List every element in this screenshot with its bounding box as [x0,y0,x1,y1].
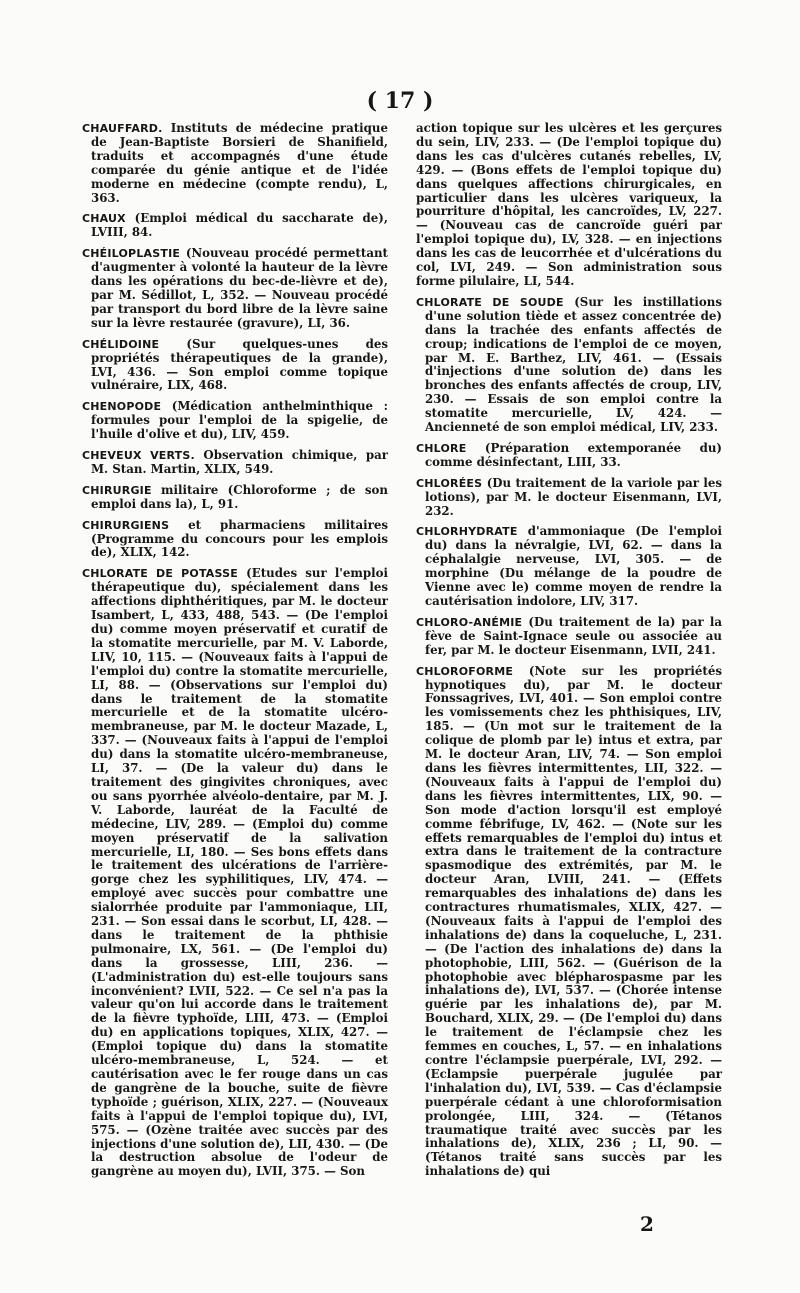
entry-text: militaire (Chloroforme ; de son emploi dans la), L, 91. [91,482,388,511]
entry-text: action topique sur les ulcères et les gerçures du sein, LIV, 233. — (De l'emploi topique du) dans les cas d'ulcères cutanés rebelles, LV, 429. — (Bons effets de l'emploi topique du) dans quelques affections chirurgicales, en particulier dans les ulcères variqueux, la pourriture d'hôpital, les cancroïdes, LV, 227. — (Nouveau cas de cancroïde guéri par l'emploi topique du), LV, 328. — en injections dans les cas de leucorrhée et d'ulcérations du col, LVI, 249. — Son administration sous forme pilulaire, LI, 544. [416,121,722,288]
entry-headword: CHLOROFORME [416,664,514,678]
entry-text: et pharmaciens militaires (Programme du concours pour les emplois de), XLIX, 142. [91,517,388,560]
entry-text: (Du traitement de la variole par les lotions), par M. le docteur Eisenmann, LVI, 232. [425,475,722,518]
index-entry [416,122,722,289]
index-entry [82,247,388,330]
entry-text: (Note sur les propriétés hypnotiques du), par M. le docteur Fonssagrives, LVI, 401. — Son emploi contre les vomissements chez les phthisiques, LIV, 185. — (Un mot sur le traitement de la colique de plomb par le) intus et extra, par M. le docteur Aran, LIV, 74. — Son emploi dans les fièvres intermittentes, LII, 322. — (Nouveaux faits à l'appui de l'emploi du) dans les fièvres intermittentes, LIX, 90. — Son mode d'action lorsqu'il est employé comme fébrifuge, LV, 462. — (Note sur les effets remarquables de l'emploi du) intus et extra dans le traitement de la contracture spasmodique des extrémités, par M. le docteur Aran, LVIII, 241. — (Effets remarquables des inhalations de) dans les contractures rhumatismales, XLIX, 427. — (Nouveaux faits à l'appui de l'emploi des inhalations de) dans la coqueluche, L, 231. — (De l'action des inhalations de) dans la photophobie, LIII, 562. — (Guérison de la photophobie avec blépharospasme par les inhalations de), LVI, 537. — (Chorée intense guérie par les inhalations de), par M. Bouchard, XLIX, 29. — (De l'emploi du) dans le traitement de l'éclampsie chez les femmes en couches, L, 57. — en inhalations contre l'éclampsie puerpérale, LVI, 292. — (Eclampsie puerpérale jugulée par l'inhalation du), LVI, 539. — Cas d'éclampsie puerpérale cédant à une chloroformisation prolongée, LIII, 324. — (Tétanos traumatique traité avec succès par les inhalations de), XLIX, 236 ; LI, 90. — (Tétanos traité sans succès par les inhalations de) qui [425,663,722,1179]
signature-mark: 2 [640,1212,654,1236]
index-entry [416,665,722,1180]
entry-text: (Etudes sur l'emploi thérapeutique du), spécialement dans les affections diphthéritiques, par M. le docteur Isambert, L, 433, 488, 543. — (De l'emploi du) comme moyen préservatif et curatif de la stomatite mercurielle, par M. V. Laborde, LIV, 10, 115. — (Nouveaux faits à l'appui de l'emploi du) contre la stomatite mercurielle, LI, 88. — (Observations sur l'emploi du) dans le traitement de la stomatite mercurielle et de la stomatite ulcéro-membraneuse, par M. le docteur Mazade, L, 337. — (Nouveaux faits à l'appui de l'emploi du) dans la stomatite ulcéro-membraneuse, LI, 37. — (De la valeur du) dans le traitement des gingivites chroniques, avec ou sans pyorrhée alvéolo-dentaire, par M. J. V. Laborde, lauréat de la Faculté de médecine, LIV, 289. — (Emploi du) comme moyen préservatif de la salivation mercurielle, LI, 180. — Ses bons effets dans le traitement des ulcérations de l'arrière-gorge chez les syphilitiques, LIV, 474. — employé avec succès pour combattre une sialorrhée produite par l'ammoniaque, LII, 231. — Son essai dans le scorbut, LI, 428. — dans le traitement de la phthisie pulmonaire, LX, 561. — (De l'emploi du) dans la grossesse, LIII, 236. — (L'administration du) est-elle toujours sans inconvénient? LVII, 522. — Ce sel n'a pas la valeur qu'on lui accorde dans le traitement de la fièvre typhoïde, LIII, 473. — (Emploi du) en applications topiques, XLIX, 427. — (Emploi topique du) dans la stomatite ulcéro-membraneuse, L, 524. — et cautérisation avec le fer rouge dans un cas de gangrène de la bouche, suite de fièvre typhoïde ; guérison, XLIX, 227. — (Nouveaux faits à l'appui de l'emploi topique du), LVI, 575. — (Ozène traitée avec succès par des injections d'une solution de), LII, 430. — (De la destruction absolue de l'odeur de gangrène au moyen du), LVII, 375. — Son [91,566,388,1179]
entry-headword: CHLORHYDRATE [416,525,518,539]
entry-headword: CHAUX [82,212,126,226]
index-entry [416,296,722,435]
right-column [416,122,722,1186]
index-entry [82,212,388,240]
index-entry [82,338,388,394]
index-entry [82,122,388,205]
entry-headword: CHENOPODE [82,400,162,414]
entry-headword: CHLORATE DE SOUDE [416,295,564,309]
left-column [82,122,388,1186]
entry-headword: CHLORÉES [416,476,483,490]
index-entry [416,477,722,519]
entry-text: Instituts de médecine pratique de Jean-Baptiste Borsieri de Shanifield, traduits et accompagnés d'une étude comparée du génie antique et de l'idée moderne en médecine (compte rendu), L, 363. [91,121,388,205]
entry-headword: CHAUFFARD. [82,122,163,135]
entry-text: Observation chimique, par M. Stan. Martin, XLIX, 549. [91,448,388,476]
entry-text: d'ammoniaque (De l'emploi du) dans la névralgie, LVI, 62. — dans la céphalalgie nerveuse, LVI, 305. — de morphine (Du mélange de la poudre de Vienne avec le) comme moyen de rendre la cautérisation indolore, LIV, 317. [425,524,722,608]
entry-text: (Sur les instillations d'une solution tiède et assez concentrée de) dans la trachée des enfants affectés de croup; indications de l'emploi de ce moyen, par M. E. Barthez, LIV, 461. — (Essais d'injections d'une solution de) dans les bronches des enfants affectés de croup, LIV, 230. — Essais de son emploi contre la stomatite mercurielle, LV, 424. — Ancienneté de son emploi médical, LIV, 233. [425,294,722,435]
index-entry [82,519,388,561]
entry-text: (Emploi médical du saccharate de), LVIII, 84. [91,211,388,240]
index-entry [82,567,388,1179]
entry-text: (Du traitement de la) par la fève de Saint-Ignace seule ou associée au fer, par M. le docteur Eisenmann, LVII, 241. [425,614,722,657]
entry-headword: CHLORATE DE POTASSE [82,567,238,581]
index-entry [82,484,388,512]
entry-headword: CHIRURGIENS [82,518,170,532]
entry-headword: CHLORE [416,441,467,455]
entry-text: (Nouveau procédé permettant d'augmenter à volonté la hauteur de la lèvre dans les opérations du bec-de-lièvre et de), par M. Sédillot, L, 352. — Nouveau procédé par transport du bord libre de la lèvre saine sur la lèvre restaurée (gravure), LI, 36. [91,246,388,330]
entry-text: (Sur quelques-unes des propriétés thérapeutiques de la grande), LVI, 436. — Son emploi comme topique vulnéraire, LIX, 468. [91,336,388,393]
entry-text: (Médication anthelminthique : formules pour l'emploi de la spigelie, de l'huile d'olive et du), LIV, 459. [91,399,388,442]
index-entry [416,525,722,608]
entry-headword: CHÉILOPLASTIE [82,247,181,261]
index-entry [416,442,722,470]
index-entry [82,449,388,477]
index-entry [416,616,722,658]
entry-text: (Préparation extemporanée du) comme désinfectant, LIII, 33. [425,440,722,469]
entry-headword: CHIRURGIE [82,483,152,497]
index-entry [82,400,388,442]
entry-headword: CHLORO-ANÉMIE [416,615,523,629]
entry-headword: CHEVEUX VERTS. [82,449,195,463]
page-number: ( 17 ) [366,88,434,114]
entry-headword: CHÉLIDOINE [82,337,160,351]
